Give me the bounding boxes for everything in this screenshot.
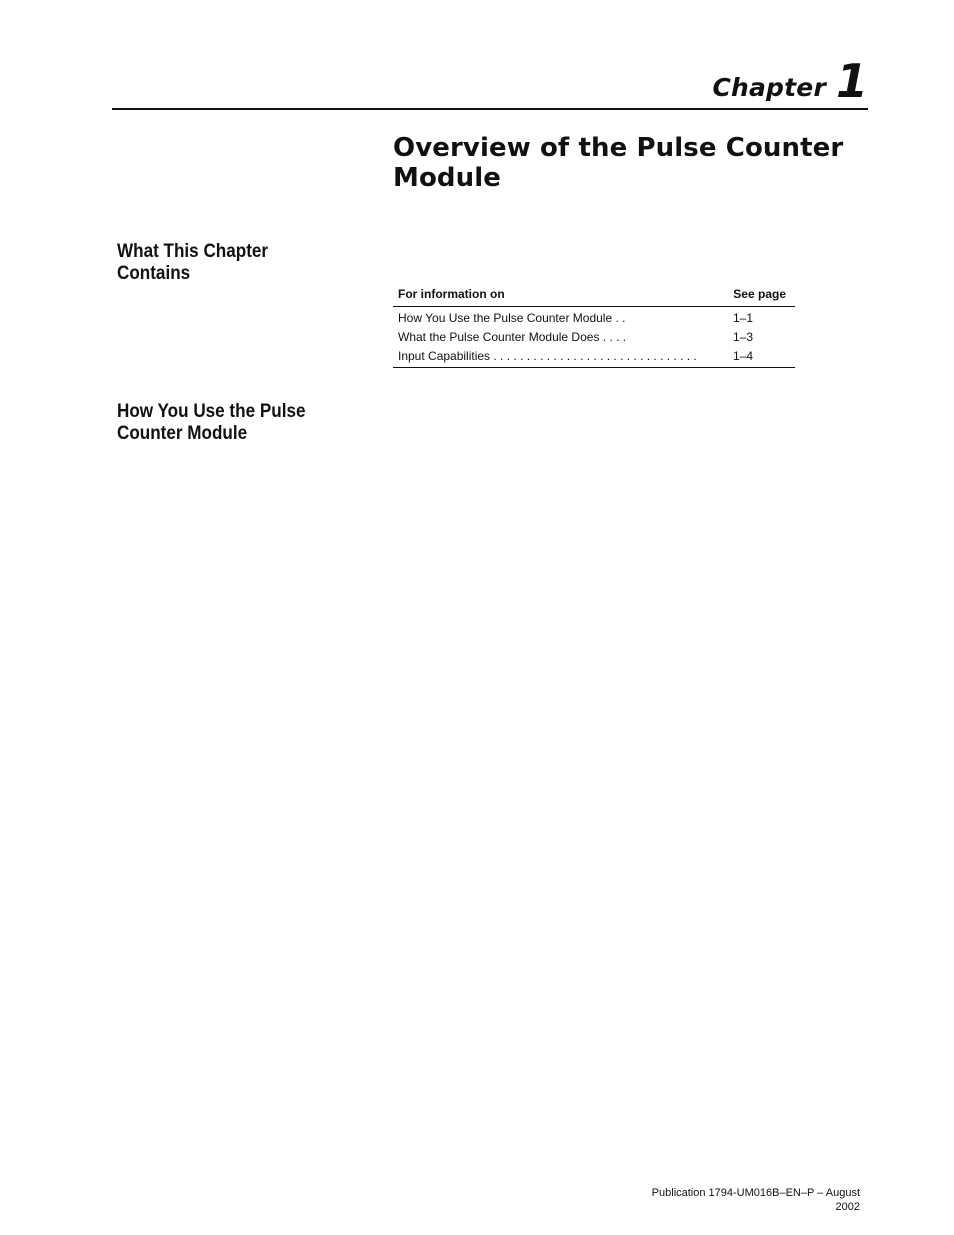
publication-footer [620,1186,860,1214]
contents-table [393,286,795,368]
table-row[interactable] [393,308,795,327]
section-heading-how-you-use: How You Use the Pulse Counter Module [117,401,306,444]
chapter-label: Chapter [712,73,826,102]
table-row[interactable] [393,327,795,346]
contents-table-header [393,286,795,307]
footer-year-line: 2002 [835,1201,860,1213]
table-row[interactable] [393,346,795,365]
chapter-header [712,54,868,108]
chapter-number: 1 [835,54,868,108]
chapter-divider [112,108,868,110]
section-heading-chapter-contents: What This Chapter Contains [117,241,269,284]
column-header-page: See page [733,287,786,301]
footer-publication-line: Publication 1794-UM016B–EN–P – August [651,1187,860,1199]
column-header-topic: For information on [398,287,505,301]
toc-entry-label: Input Capabilities . . . . . . . . . . . . . . . . . . . . . . . . . . . . . . . [398,348,697,363]
toc-entry-page: 1–3 [733,329,754,344]
toc-entry-page: 1–1 [733,310,754,325]
toc-entry-label: How You Use the Pulse Counter Module . . [398,310,626,325]
toc-entry-page: 1–4 [733,348,754,363]
contents-table-body [393,307,795,368]
page-title: Overview of the Pulse Counter Module [393,133,844,193]
toc-entry-label: What the Pulse Counter Module Does . . . . [398,329,627,344]
